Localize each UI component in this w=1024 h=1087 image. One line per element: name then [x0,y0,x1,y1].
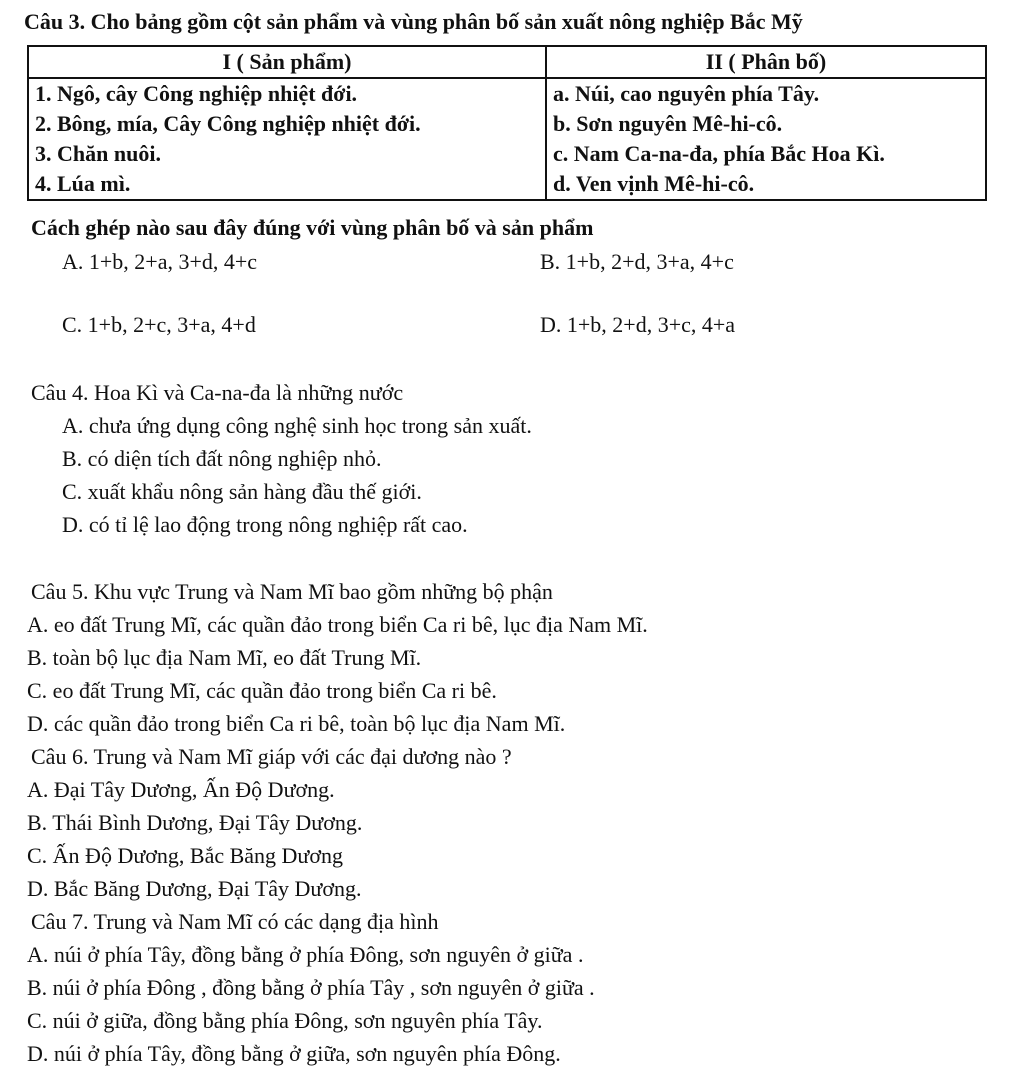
q5-option-b[interactable]: B. toàn bộ lục địa Nam Mĩ, eo đất Trung Mĩ. [27,645,422,670]
q5-option-c[interactable]: C. eo đất Trung Mĩ, các quần đảo trong biển Ca ri bê. [27,678,497,703]
q4-option-c[interactable]: C. xuất khẩu nông sản hàng đầu thế giới. [62,479,422,504]
q3-option-b[interactable]: B. 1+b, 2+d, 3+a, 4+c [540,249,734,274]
q7-option-a[interactable]: A. núi ở phía Tây, đồng bằng ở phía Đông, sơn nguyên ở giữa . [27,942,584,967]
q7-title: Câu 7. Trung và Nam Mĩ có các dạng địa hình [31,909,439,934]
q4-title: Câu 4. Hoa Kì và Ca-na-đa là những nước [31,380,404,405]
q4-option-d[interactable]: D. có tỉ lệ lao động trong nông nghiệp rất cao. [62,512,468,537]
q7-option-b[interactable]: B. núi ở phía Đông , đồng bằng ở phía Tây , sơn nguyên ở giữa . [27,975,595,1000]
table-cell: b. Sơn nguyên Mê-hi-cô. [546,109,986,139]
q4-option-b[interactable]: B. có diện tích đất nông nghiệp nhỏ. [62,446,382,471]
table-header-row [28,46,986,78]
q4-option-a[interactable]: A. chưa ứng dụng công nghệ sinh học trong sản xuất. [62,413,532,438]
table-cell: 1. Ngô, cây Công nghiệp nhiệt đới. [28,78,546,109]
q3-prompt: Cách ghép nào sau đây đúng với vùng phân bố và sản phẩm [31,215,594,240]
table-cell: 2. Bông, mía, Cây Công nghiệp nhiệt đới. [28,109,546,139]
q3-option-d[interactable]: D. 1+b, 2+d, 3+c, 4+a [540,312,736,337]
q3-matching-table [27,45,987,201]
q7-option-d[interactable]: D. núi ở phía Tây, đồng bằng ở giữa, sơn nguyên phía Đông. [27,1041,561,1066]
q6-title: Câu 6. Trung và Nam Mĩ giáp với các đại dương nào ? [31,744,512,769]
table-row [28,169,986,200]
table-header-col2: II ( Phân bố) [546,46,986,78]
table-row [28,139,986,169]
q6-option-a[interactable]: A. Đại Tây Dương, Ấn Độ Dương. [27,777,335,802]
q7-option-c[interactable]: C. núi ở giữa, đồng bằng phía Đông, sơn nguyên phía Tây. [27,1008,543,1033]
table-cell: a. Núi, cao nguyên phía Tây. [546,78,986,109]
q6-option-b[interactable]: B. Thái Bình Dương, Đại Tây Dương. [27,810,363,835]
table-header-col1: I ( Sản phẩm) [28,46,546,78]
q3-option-a[interactable]: A. 1+b, 2+a, 3+d, 4+c [62,249,258,274]
table-cell: c. Nam Ca-na-đa, phía Bắc Hoa Kì. [546,139,986,169]
q6-option-d[interactable]: D. Bắc Băng Dương, Đại Tây Dương. [27,876,362,901]
table-cell: 4. Lúa mì. [28,169,546,200]
q5-option-d[interactable]: D. các quần đảo trong biển Ca ri bê, toàn bộ lục địa Nam Mĩ. [27,711,566,736]
table-row [28,109,986,139]
q6-option-c[interactable]: C. Ấn Độ Dương, Bắc Băng Dương [27,843,343,868]
table-cell: d. Ven vịnh Mê-hi-cô. [546,169,986,200]
q3-option-c[interactable]: C. 1+b, 2+c, 3+a, 4+d [62,312,256,337]
q5-option-a[interactable]: A. eo đất Trung Mĩ, các quần đảo trong biển Ca ri bê, lục địa Nam Mĩ. [27,612,648,637]
q3-title: Câu 3. Cho bảng gồm cột sản phẩm và vùng phân bố sản xuất nông nghiệp Bắc Mỹ [24,9,803,34]
q5-title: Câu 5. Khu vực Trung và Nam Mĩ bao gồm những bộ phận [31,579,553,604]
table-row [28,78,986,109]
table-cell: 3. Chăn nuôi. [28,139,546,169]
